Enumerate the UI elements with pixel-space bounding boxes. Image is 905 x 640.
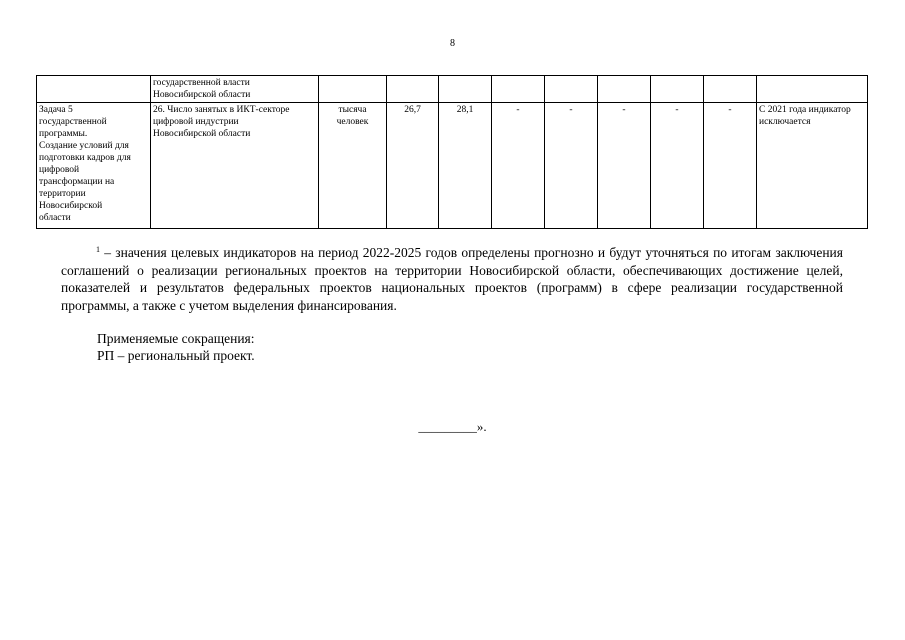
cell-note — [757, 103, 868, 229]
cell-unit — [319, 103, 387, 229]
table-row-task-5 — [37, 103, 868, 229]
cell-unit — [319, 76, 387, 103]
task-line: территории — [39, 189, 86, 199]
cell-value: - — [651, 103, 704, 229]
task-line: программы. — [39, 129, 88, 139]
cell-value: - — [545, 103, 598, 229]
table-row-continuation — [37, 76, 868, 103]
task-line: цифровой — [39, 165, 80, 175]
indicator-line: 26. Число занятых в ИКТ-секторе — [153, 105, 290, 115]
unit-line: человек — [336, 117, 369, 127]
cell-value — [439, 76, 492, 103]
indicators-table — [36, 75, 868, 229]
indicator-line: цифровой индустрии — [153, 117, 239, 127]
footnote-marker: 1 — [96, 245, 100, 254]
cell-value — [704, 76, 757, 103]
footnote — [61, 244, 843, 314]
task-line: трансформации на — [39, 177, 115, 187]
cell-value — [387, 76, 439, 103]
indicator-line: государственной власти — [153, 78, 250, 88]
cell-value — [651, 76, 704, 103]
cell-task — [37, 76, 151, 103]
note-line: С 2021 года индикатор — [759, 105, 851, 115]
cell-value: 28,1 — [439, 103, 492, 229]
indicator-line: Новосибирской области — [153, 129, 251, 139]
note-line: исключается — [759, 117, 811, 127]
cell-value: - — [492, 103, 545, 229]
cell-value: 26,7 — [387, 103, 439, 229]
unit-line: тысяча — [338, 105, 367, 115]
page-number: 8 — [450, 38, 455, 49]
cell-task — [37, 103, 151, 229]
task-line: Задача 5 — [39, 105, 73, 115]
cell-note — [757, 76, 868, 103]
task-line: государственной — [39, 117, 107, 127]
cell-value — [492, 76, 545, 103]
cell-value: - — [598, 103, 651, 229]
footnote-text: – значения целевых индикаторов на период 2022-2025 годов определены прогнозно и будут уточняться по итогам заключения соглашений о реализации региональных проектов на территории Новосибирской области, обеспечивающих достижение целей, показателей и результатов федеральных проектов национальных проектов (программ) в сфере реализации государственной программы, а также с учетом выделения финансирования. — [61, 245, 843, 313]
cell-value: - — [704, 103, 757, 229]
task-line: подготовки кадров для — [39, 153, 131, 163]
task-line: Новосибирской — [39, 201, 103, 211]
task-line: области — [39, 213, 71, 223]
cell-indicator — [151, 103, 319, 229]
indicator-line: Новосибирской области — [153, 90, 251, 100]
task-line: Создание условий для — [39, 141, 129, 151]
cell-indicator — [151, 76, 319, 103]
document-end-mark: _________». — [418, 419, 487, 434]
cell-value — [545, 76, 598, 103]
cell-value — [598, 76, 651, 103]
abbreviations-heading: Применяемые сокращения: — [97, 331, 255, 346]
abbreviation-item: РП – региональный проект. — [97, 348, 255, 363]
